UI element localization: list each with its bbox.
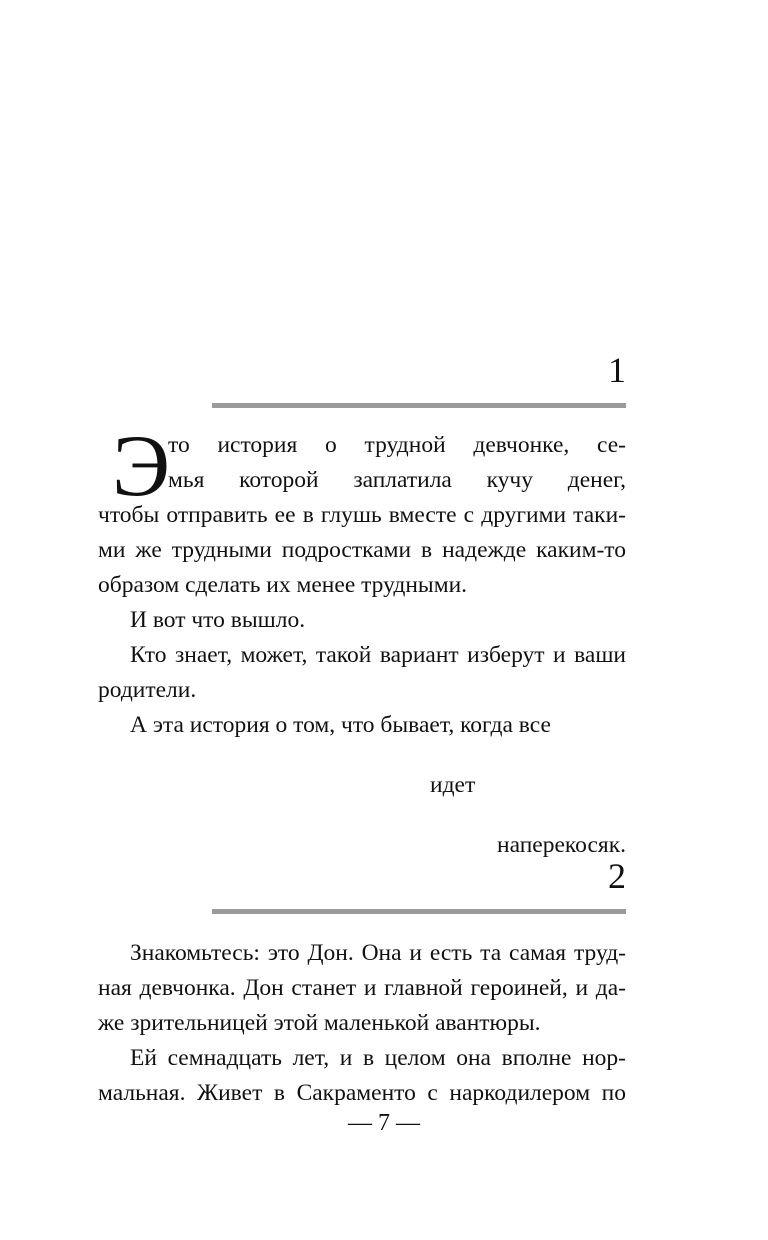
chapter-2-rule — [212, 909, 626, 914]
text-line: Ей семнадцать лет, и в целом она вполне нор- — [130, 1045, 626, 1071]
text-line: И вот что вышло. — [130, 607, 306, 633]
chapter-1-rule — [212, 403, 626, 408]
text-line: мальная. Живет в Сакраменто с наркодилером по — [98, 1080, 626, 1106]
text-line: Знакомьтесь: это Дон. Она и есть та самая труд- — [130, 940, 626, 966]
chapter-2-text — [98, 936, 626, 1111]
text-line: чтобы отправить ее в глушь вместе с другими таки- — [98, 502, 626, 528]
text-line-naperekosyak: наперекосяк. — [497, 832, 626, 858]
text-line: то история о трудной девчонке, се- — [168, 432, 626, 458]
text-line: мья которой заплатила кучу денег, — [168, 467, 626, 493]
chapter-number-1: 1 — [608, 350, 626, 390]
page-number: — 7 — — [348, 1110, 420, 1136]
drop-cap: Э — [112, 418, 171, 515]
text-line: ми же трудными подростками в надежде каким-то — [98, 537, 626, 563]
text-line: родители. — [98, 677, 197, 703]
text-line: ная девчонка. Дон станет и главной героиней, и да- — [98, 975, 626, 1001]
chapter-number-2: 2 — [608, 856, 626, 896]
text-line: Кто знает, может, такой вариант изберут и ваши — [130, 642, 626, 668]
chapter-1-text — [98, 428, 626, 863]
text-line-idet: идет — [430, 772, 476, 798]
text-line: А эта история о том, что бывает, когда все — [130, 712, 551, 738]
text-line: же зрительницей этой маленькой авантюры. — [98, 1010, 541, 1036]
text-line: образом сделать их менее трудными. — [98, 572, 468, 598]
